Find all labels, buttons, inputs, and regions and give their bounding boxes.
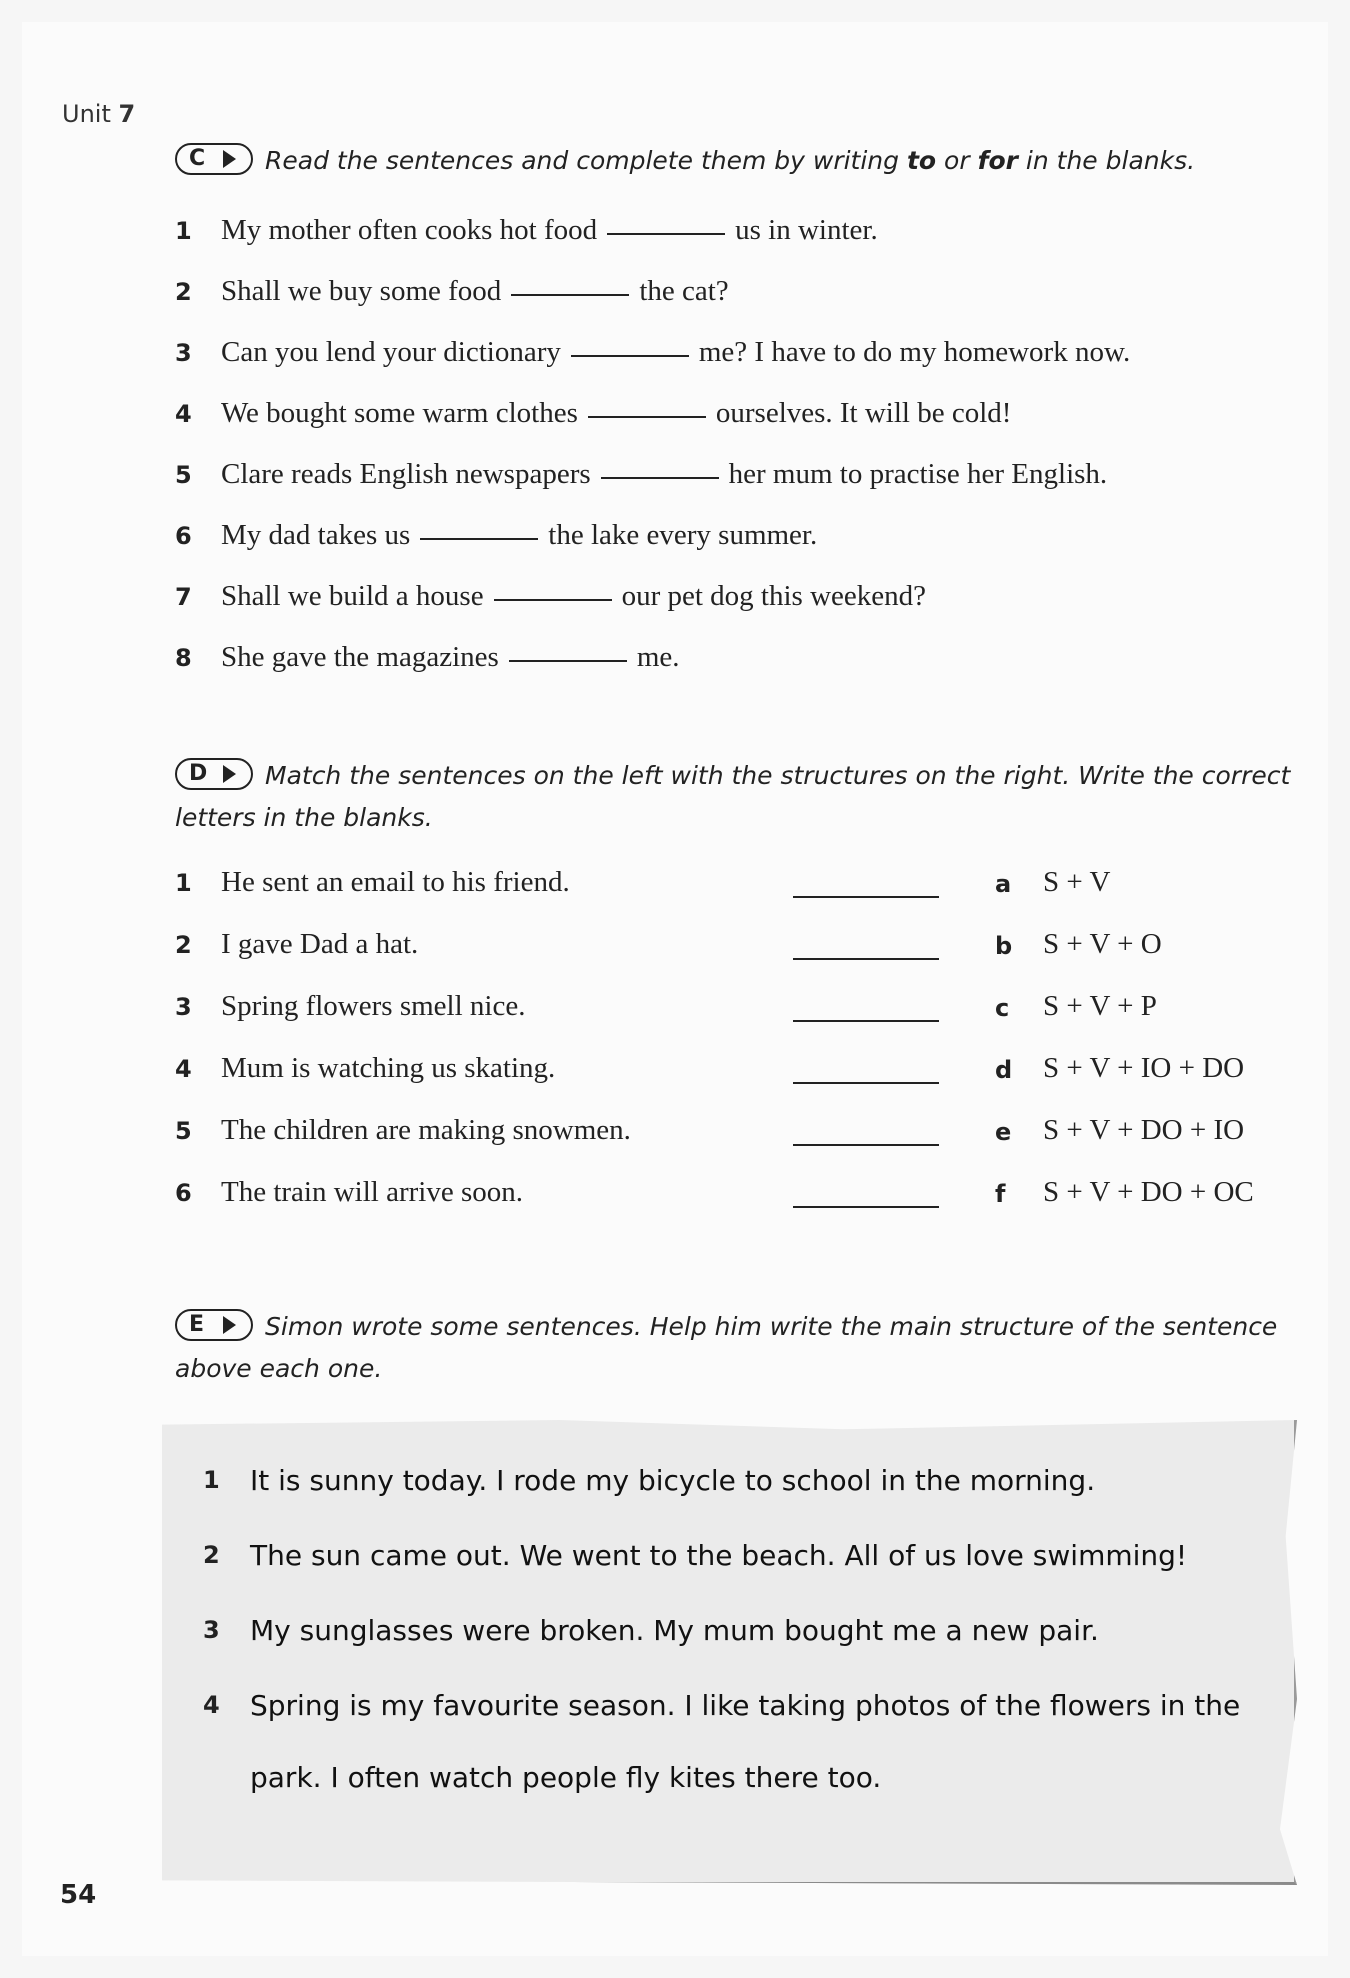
instruction-text: Simon wrote some sentences. Help him write the main structure of the sentence [265,1312,1278,1341]
item-number: 7 [175,583,192,611]
sentence-text: He sent an email to his friend. [221,866,570,898]
item-number: 2 [175,278,192,306]
section-c-item [175,458,1107,491]
instruction-text: in the blanks. [1017,146,1196,175]
item-number: 3 [175,993,192,1021]
structure-letter: d [995,1056,1013,1084]
structure-letter: f [995,1180,1006,1208]
section-c-badge [175,143,253,175]
item-number: 6 [175,522,192,550]
match-answer-blank[interactable] [793,1206,939,1208]
section-d-badge [175,758,253,790]
match-answer-blank[interactable] [793,958,939,960]
section-c-instruction [175,140,1295,182]
match-answer-blank[interactable] [793,1082,939,1084]
structure-letter: c [995,994,1010,1022]
sentence-text: Mum is watching us skating. [221,1052,556,1084]
answer-blank[interactable] [509,659,627,662]
answer-blank[interactable] [588,415,706,418]
handwritten-sentence: Spring is my favourite season. I like taking photos of the flowers in the [250,1689,1241,1722]
item-text-after: me? I have to do my homework now. [698,336,1131,368]
item-text-after: me. [636,641,680,673]
instruction-text: or [936,146,978,175]
instruction-text: Read the sentences and complete them by writing [265,146,907,175]
item-text-before: Clare reads English newspapers [221,458,591,490]
badge-letter: E [189,1312,205,1337]
match-answer-blank[interactable] [793,1144,939,1146]
section-d-sentence [175,1114,631,1147]
item-text-before: My mother often cooks hot food [221,214,598,246]
item-text-after: us in winter. [735,214,878,246]
structure-letter: b [995,932,1013,960]
section-d-sentence [175,1176,523,1209]
item-text-after: the cat? [639,275,729,307]
section-c-item [175,641,680,674]
item-text-after: ourselves. It will be cold! [715,397,1012,429]
answer-blank[interactable] [601,476,719,479]
play-triangle-icon [223,765,236,783]
unit-label [62,100,135,128]
structure-text: S + V + DO + IO [1043,1114,1245,1146]
item-number: 6 [175,1179,192,1207]
section-d-instruction [175,755,1295,839]
section-c-item [175,519,817,552]
section-c-item [175,214,878,247]
item-number: 2 [175,931,192,959]
handwritten-sentence: It is sunny today. I rode my bicycle to school in the morning. [250,1464,1096,1497]
structure-text: S + V [1043,866,1111,898]
item-text-before: Can you lend your dictionary [221,336,561,368]
item-number: 3 [175,339,192,367]
instruction-text: letters in the blanks. [175,803,433,832]
badge-letter: D [189,761,208,786]
handwritten-sentence: My sunglasses were broken. My mum bought me a new pair. [250,1614,1099,1647]
item-text-before: My dad takes us [221,519,411,551]
section-c-item [175,397,1011,430]
item-number: 1 [175,869,192,897]
structure-text: S + V + DO + OC [1043,1176,1254,1208]
sentence-text: The children are making snowmen. [221,1114,631,1146]
answer-blank[interactable] [420,537,538,540]
unit-label-text: Unit [62,100,111,128]
sentence-text: I gave Dad a hat. [221,928,419,960]
item-number: 1 [203,1466,220,1494]
handwritten-sentence: The sun came out. We went to the beach. All of us love swimming! [250,1539,1188,1572]
item-text-before: Shall we build a house [221,580,484,612]
section-c-item [175,336,1130,369]
match-answer-blank[interactable] [793,1020,939,1022]
structure-text: S + V + O [1043,928,1162,960]
item-number: 5 [175,461,192,489]
item-number: 4 [175,400,192,428]
structure-letter: a [995,870,1012,898]
item-number: 8 [175,644,192,672]
item-number: 4 [175,1055,192,1083]
sentence-text: The train will arrive soon. [221,1176,523,1208]
keyword-to: to [906,146,937,175]
sentence-text: Spring flowers smell nice. [221,990,526,1022]
item-number: 4 [203,1691,220,1719]
answer-blank[interactable] [511,293,629,296]
item-text-after: the lake every summer. [548,519,818,551]
section-d-sentence [175,928,418,961]
instruction-text: Match the sentences on the left with the structures on the right. Write the correct [265,761,1291,790]
item-text-before: Shall we buy some food [221,275,502,307]
section-d-sentence [175,866,570,899]
play-triangle-icon [223,1316,236,1334]
section-e-badge [175,1309,253,1341]
answer-blank[interactable] [571,354,689,357]
item-number: 3 [203,1616,220,1644]
item-text-before: We bought some warm clothes [221,397,578,429]
structure-letter: e [995,1118,1012,1146]
structure-text: S + V + P [1043,990,1157,1022]
keyword-for: for [977,146,1018,175]
item-text-after: our pet dog this weekend? [621,580,926,612]
item-number: 2 [203,1541,220,1569]
item-number: 1 [175,217,192,245]
page-number: 54 [60,1880,97,1910]
section-d-sentence [175,1052,555,1085]
section-c-item [175,275,729,308]
unit-number: 7 [118,100,136,128]
badge-letter: C [189,146,206,171]
handwritten-sentence: park. I often watch people fly kites there too. [250,1761,882,1794]
answer-blank[interactable] [607,232,725,235]
play-triangle-icon [223,150,236,168]
section-d-sentence [175,990,525,1023]
item-text-before: She gave the magazines [221,641,499,673]
answer-blank[interactable] [494,598,612,601]
match-answer-blank[interactable] [793,896,939,898]
item-number: 5 [175,1117,192,1145]
item-text-after: her mum to practise her English. [728,458,1108,490]
section-e-instruction [175,1306,1295,1390]
section-c-item [175,580,926,613]
instruction-text: above each one. [175,1354,383,1383]
structure-text: S + V + IO + DO [1043,1052,1245,1084]
